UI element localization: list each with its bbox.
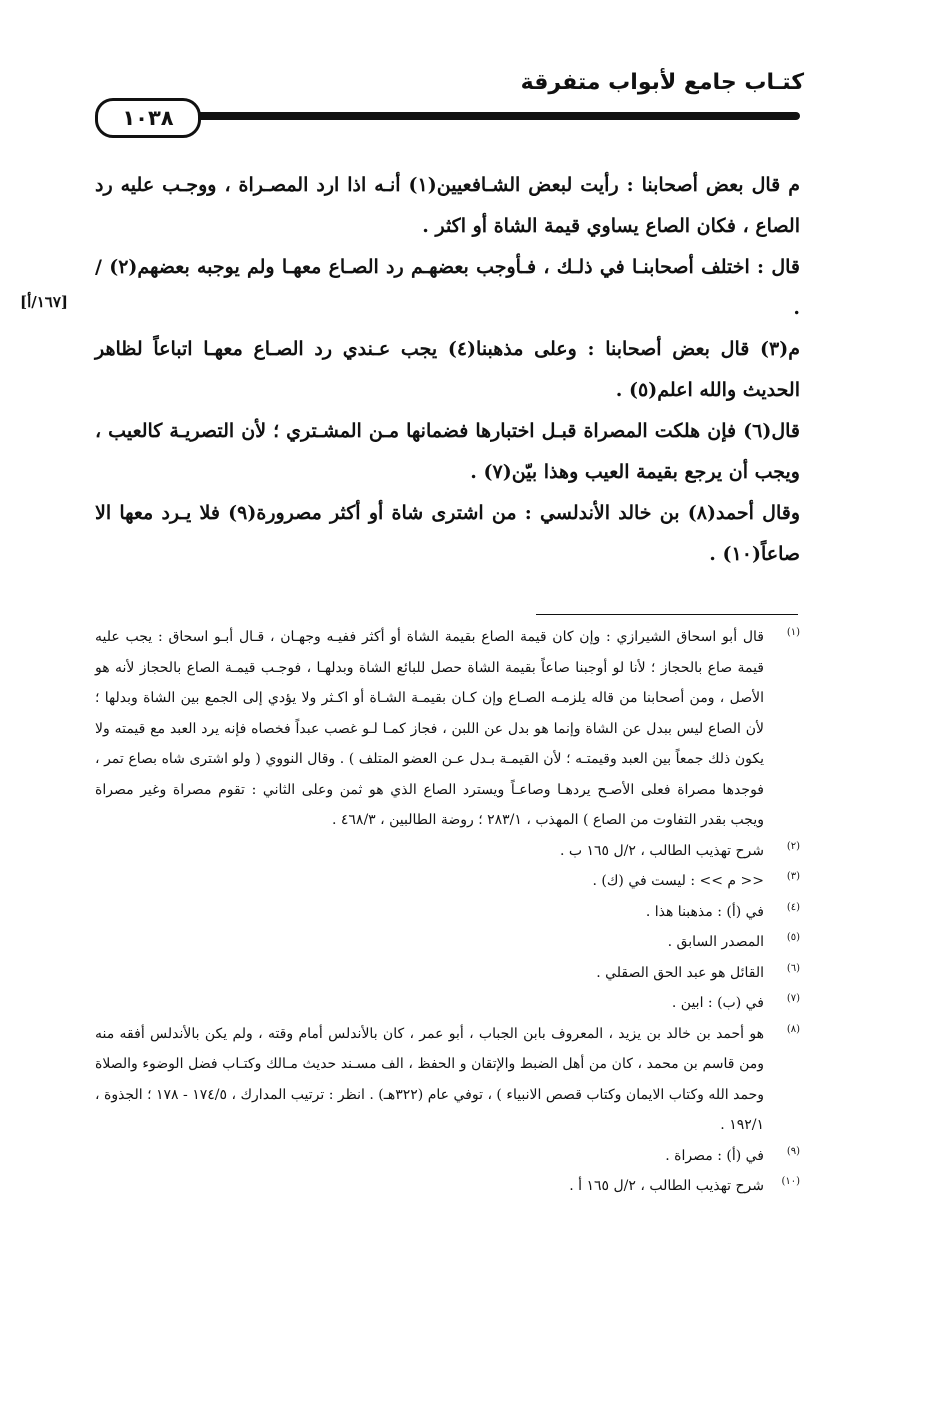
footnote-number: (٩) (786, 1145, 800, 1157)
footnote-number: (٤) (786, 901, 800, 913)
footnote-number: (٣) (786, 871, 800, 882)
paragraph: قال : اختلف أصحابنـا في ذلـك ، فـأوجب بعضهـم رد الصـاع معهـا ولم يوجبه بعضهم(٢) / . (95, 256, 800, 319)
footnote-number: (١) (786, 627, 800, 638)
footnote (95, 1019, 800, 1141)
margin-folio-note: [١٦٧/أ] (20, 293, 69, 311)
footnote-text: قال أبو اسحاق الشيرازي : وإن كان قيمة الصاع بقيمة الشاة أو أكثر ففيـه وجهـان ، قـال أبـو اسحاق : يجب عليه قيمة صاع بالحجاز ؛ لأنا لو أوجبنا صاعاً بقيمة الشاة حصل للبائع الشاة وبدلهـا ، فوجـب قيمـة الصاع بالحجاز لأنه هو الأصل ، ومن أصحابنا من قاله يلزمـه الصـاع وإن كـان بقيمـة الشـاة أو اكـثر ولا يؤدي إلى الجمع بين الشاة وبدلها ؛ لأن الصاع ليس ببدل عن الشاة وإنما هو بدل عن اللبن ، فجاز كمـا لـو غصب عبداً فخصاه فإنه يرد العبد مع قيمته ولا يكون ذلك جمعاً بين العبد وقيمتـه ؛ لأن القيمـة بـدل عـن العضو المتلف ) . وقال النووي ( ولو اشترى شاه بصاع تمر ، فوجدها مصراة فعلى الأصـح يردهـا وصاعـاً ويسترد الصاع الذي هو ثمن وعلى الثاني : تقوم مصراة وغير مصراة ويجب بقدر التفاوت من الصاع ) المهذب ، ٢٨٣/١ ؛ روضة الطالبين ، ٤٦٨/٣ . (95, 629, 764, 828)
footnote-number: (١٠) (781, 1176, 800, 1187)
footnote-number: (٨) (786, 1023, 800, 1035)
footnote (95, 622, 800, 836)
footnote (95, 988, 800, 1019)
footnote-number: (٥) (786, 932, 800, 943)
footnote (95, 1171, 800, 1202)
footnote-text: المصدر السابق . (667, 934, 764, 950)
footnote-text: القائل هو عبد الحق الصقلي . (596, 964, 764, 981)
footnote-number: (٦) (786, 962, 800, 974)
footnote (95, 927, 800, 958)
footnote (95, 866, 800, 897)
footnote-text: << م >> : ليست في (ك) . (592, 873, 764, 889)
paragraph: م قال بعض أصحابنا : رأيت لبعض الشـافعيين(١) أنـه اذا ارد المصـراة ، ووجـب عليه رد الصاع ، فكان الصاع يساوي قيمة الشاة أو اكثر . (95, 174, 801, 237)
running-header-title: كتـاب جامع لأبواب متفرقة (520, 70, 804, 95)
footnote-text: شرح تهذيب الطالب ، ٢/ل ١٦٥ ب . (559, 842, 764, 859)
paragraph: م(٣) قال بعض أصحابنا : وعلى مذهبنا(٤) يجب عـندي رد الصـاع معهـا اتباعاً لظاهر الحديث والله اعلم(٥) . (95, 338, 800, 401)
footnote (95, 1141, 800, 1172)
footnotes (95, 622, 800, 1202)
footnote-separator (536, 614, 798, 615)
paragraph: وقال أحمد(٨) بن خالد الأندلسي : من اشترى شاة أو أكثر مصرورة(٩) فلا يـرد معها الا صاعاً(١٠) . (95, 502, 801, 565)
footnote (95, 958, 800, 989)
footnote-number: (٧) (786, 993, 800, 1004)
footnote-number: (٢) (786, 840, 800, 852)
header-rule (100, 112, 800, 120)
footnote (95, 897, 800, 928)
footnote-text: في (ب) : ابين . (671, 995, 764, 1011)
paragraph: قال(٦) فإن هلكت المصراة قبـل اختبارها فضمانها مـن المشـتري ؛ لأن التصريـة كالعيب ، ويجب أن يرجع بقيمة العيب وهذا بيّن(٧) . (95, 420, 800, 483)
main-text (95, 165, 800, 575)
footnote-text: هو أحمد بن خالد بن يزيد ، المعروف بابن الجباب ، أبو عمر ، كان بالأندلس أمام وقته ، ولم يكن بالأندلس أفقه منه ومن قاسم بن محمد ، كان من أهل الضبط والإتقان و الحفظ ، الف مسـند حديث مـالك وكتـاب فضل الوضوء والصلاة وحمد الله وكتاب الايمان وكتاب قصص الانبياء ) ، توفي عام (٣٢٢هـ) . انظر : ترتيب المدارك ، ١٧٤/٥ - ١٧٨ ؛ الجذوة ، ١٩٢/١ . (95, 1025, 764, 1133)
page-number: ١٠٣٨ (95, 98, 201, 138)
footnote (95, 836, 800, 867)
footnote-text: شرح تهذيب الطالب ، ٢/ل ١٦٥ أ . (569, 1178, 764, 1194)
footnote-text: في (أ) : مذهبنا هذا . (645, 903, 764, 920)
footnote-text: في (أ) : مصراة . (665, 1147, 764, 1164)
